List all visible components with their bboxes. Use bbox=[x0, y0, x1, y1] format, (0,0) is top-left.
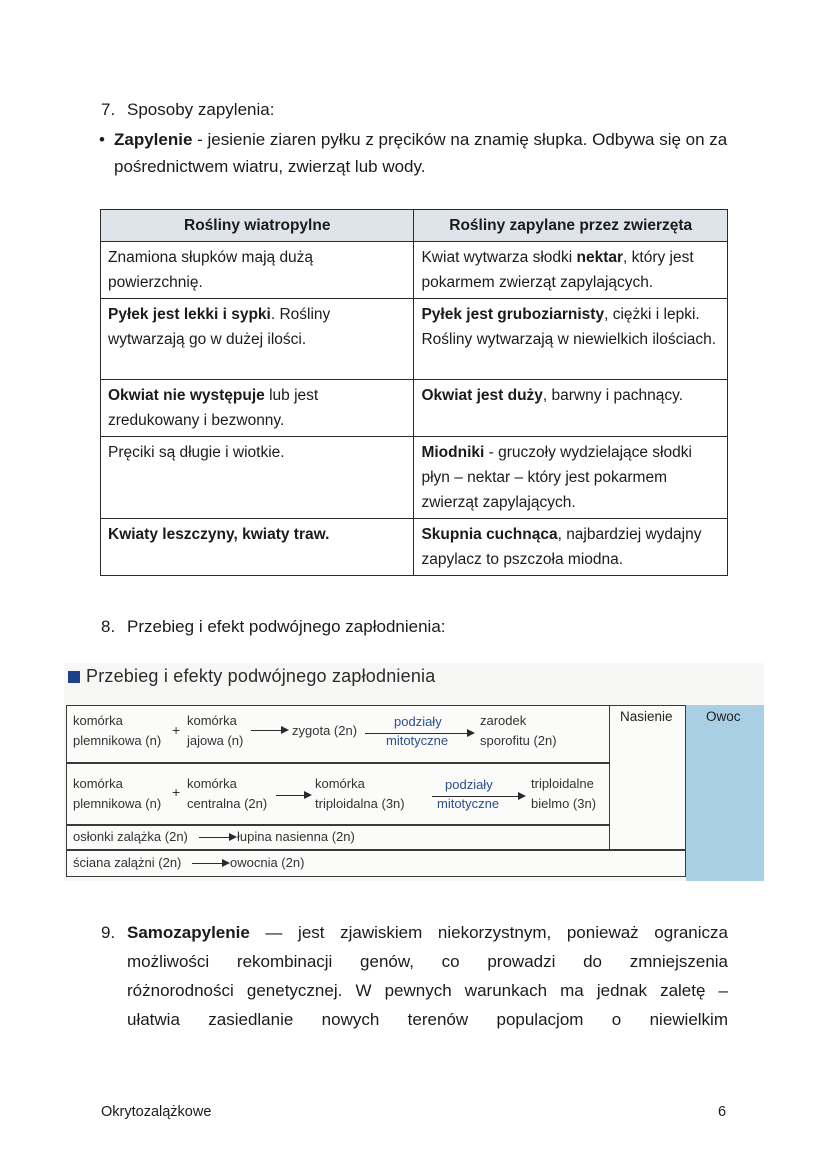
flow-text: plemnikowa (n) bbox=[73, 796, 162, 811]
cell-text: . Rośliny wytwarzają go w dużej ilości. bbox=[108, 306, 331, 348]
flow-text: komórka bbox=[315, 776, 365, 791]
cell-bold: nektar bbox=[576, 249, 624, 266]
cell-bold: Okwiat jest duży bbox=[421, 387, 543, 404]
cell-bold: Miodniki bbox=[421, 444, 485, 461]
footer-chapter-title: Okrytozalążkowe bbox=[101, 1104, 212, 1120]
cell-bold: Okwiat nie występuje bbox=[108, 387, 265, 404]
cell-animal bbox=[414, 437, 728, 519]
table-row bbox=[101, 299, 728, 380]
paragraph-line: możliwości rekombinacji genów, co prowadzi do zmniejszenia bbox=[127, 952, 728, 971]
header-wind-pollinated: Rośliny wiatropylne bbox=[101, 210, 414, 242]
flow-step: osłonki zalążka (2n) bbox=[73, 829, 188, 844]
flow-text: centralna (2n) bbox=[187, 796, 268, 811]
division-label-top: podziały bbox=[394, 714, 442, 729]
flow-text: jajowa (n) bbox=[187, 733, 244, 748]
cell-animal bbox=[414, 380, 728, 437]
paragraph-line: różnorodności genetycznej. W pewnych warunkach ma jednak zaletę – bbox=[127, 981, 728, 1000]
bullet-dot: • bbox=[99, 130, 105, 149]
flow-step: ściana zalążni (2n) bbox=[73, 855, 182, 870]
paragraph-text: — jest zjawiskiem niekorzystnym, ponieważ ogranicza bbox=[249, 923, 728, 942]
flow-step bbox=[531, 774, 596, 814]
table-row bbox=[101, 380, 728, 437]
table-row bbox=[101, 437, 728, 519]
division-label-bottom: mitotyczne bbox=[386, 733, 449, 748]
cell-wind bbox=[101, 299, 414, 380]
section-8-heading bbox=[101, 617, 446, 637]
flow-text: komórka bbox=[73, 776, 123, 791]
cell-animal bbox=[414, 519, 728, 576]
figure-title-text: Przebieg i efekty podwójnego zapłodnienia bbox=[86, 666, 436, 686]
cell-text: , ciężki i lepki. Rośliny wytwarzają w niewielkich ilościach. bbox=[421, 306, 717, 348]
cell-wind bbox=[101, 437, 414, 519]
fruit-label: Owoc bbox=[706, 709, 741, 724]
pollination-definition bbox=[99, 126, 739, 180]
seed-column bbox=[609, 705, 686, 850]
table-row bbox=[101, 519, 728, 576]
section-number: 9. bbox=[101, 923, 116, 942]
flow-step bbox=[480, 711, 557, 751]
section-number: 7. bbox=[101, 100, 116, 119]
seed-label: Nasienie bbox=[620, 709, 673, 724]
section-number: 8. bbox=[101, 617, 116, 636]
cell-text: , barwny i pachnący. bbox=[542, 387, 684, 404]
cell-text: , najbardziej wydajny zapylacz to pszczoła miodna. bbox=[421, 526, 702, 568]
division-label-top: podziały bbox=[445, 777, 493, 792]
cell-bold: Pyłek jest lekki i sypki bbox=[108, 306, 271, 323]
section-title: Sposoby zapylenia: bbox=[127, 100, 275, 119]
paragraph-line bbox=[127, 918, 728, 947]
pollination-table bbox=[100, 209, 728, 576]
flow-text: sporofitu (2n) bbox=[480, 733, 557, 748]
figure-title bbox=[66, 666, 435, 687]
section-7-heading bbox=[101, 100, 274, 120]
table-row bbox=[101, 242, 728, 299]
paragraph-line: ułatwia zasiedlanie nowych terenów populacjom o niewielkim bbox=[127, 1010, 728, 1029]
cell-wind bbox=[101, 380, 414, 437]
cell-animal bbox=[414, 299, 728, 380]
division-label-bottom: mitotyczne bbox=[437, 796, 500, 811]
cell-text: Pręciki są długie i wiotkie. bbox=[108, 444, 285, 461]
header-animal-pollinated: Rośliny zapylane przez zwierzęta bbox=[414, 210, 728, 242]
flow-step bbox=[73, 774, 161, 814]
fruit-column bbox=[686, 705, 764, 881]
plus-sign: + bbox=[172, 722, 181, 738]
term: Zapylenie bbox=[114, 130, 193, 149]
term: Samozapylenie bbox=[127, 923, 250, 942]
flow-step: owocnia (2n) bbox=[230, 855, 305, 870]
section-9-paragraph bbox=[101, 918, 728, 1034]
cell-bold: Pyłek jest gruboziarnisty bbox=[421, 306, 605, 323]
cell-text: , który jest pokarmem zwierząt zapylających. bbox=[421, 249, 694, 291]
plus-sign: + bbox=[172, 784, 181, 800]
cell-bold: Kwiaty leszczyny, kwiaty traw. bbox=[108, 526, 330, 543]
flow-step bbox=[73, 711, 161, 751]
arrow-icon bbox=[276, 795, 310, 796]
cell-bold: Skupnia cuchnąca bbox=[421, 526, 558, 543]
section-title: Przebieg i efekt podwójnego zapłodnienia: bbox=[127, 617, 446, 636]
cell-text: Znamiona słupków mają dużą powierzchnię. bbox=[108, 249, 314, 291]
arrow-icon bbox=[199, 837, 235, 838]
table-header-row bbox=[101, 210, 728, 242]
flow-step bbox=[187, 774, 267, 814]
flow-text: komórka bbox=[73, 713, 123, 728]
cell-pre: Kwiat wytwarza słodki bbox=[421, 249, 577, 266]
flow-step: zygota (2n) bbox=[292, 723, 358, 738]
cell-wind bbox=[101, 519, 414, 576]
flow-step: łupina nasienna (2n) bbox=[237, 829, 355, 844]
flow-text: zarodek bbox=[480, 713, 527, 728]
cell-text: - gruczoły wydzielające słodki płyn – nektar – który jest pokarmem zwierząt zapylających. bbox=[421, 444, 692, 511]
flow-step bbox=[187, 711, 243, 751]
cell-text: lub jest zredukowany i bezwonny. bbox=[108, 387, 319, 429]
flow-text: komórka bbox=[187, 776, 237, 791]
flow-text: plemnikowa (n) bbox=[73, 733, 162, 748]
cell-wind bbox=[101, 242, 414, 299]
flow-text: triploidalna (3n) bbox=[315, 796, 405, 811]
flow-text: bielmo (3n) bbox=[531, 796, 597, 811]
flow-text: komórka bbox=[187, 713, 237, 728]
definition-text: - jesienie ziaren pyłku z pręcików na znamię słupka. Odbywa się on za pośrednictwem wiatru, zwierząt lub wody. bbox=[114, 130, 728, 176]
cell-animal bbox=[414, 242, 728, 299]
flow-text: triploidalne bbox=[531, 776, 594, 791]
arrow-icon bbox=[192, 863, 228, 864]
page-number: 6 bbox=[718, 1104, 727, 1120]
arrow-icon bbox=[251, 730, 287, 731]
flow-step bbox=[315, 774, 405, 814]
